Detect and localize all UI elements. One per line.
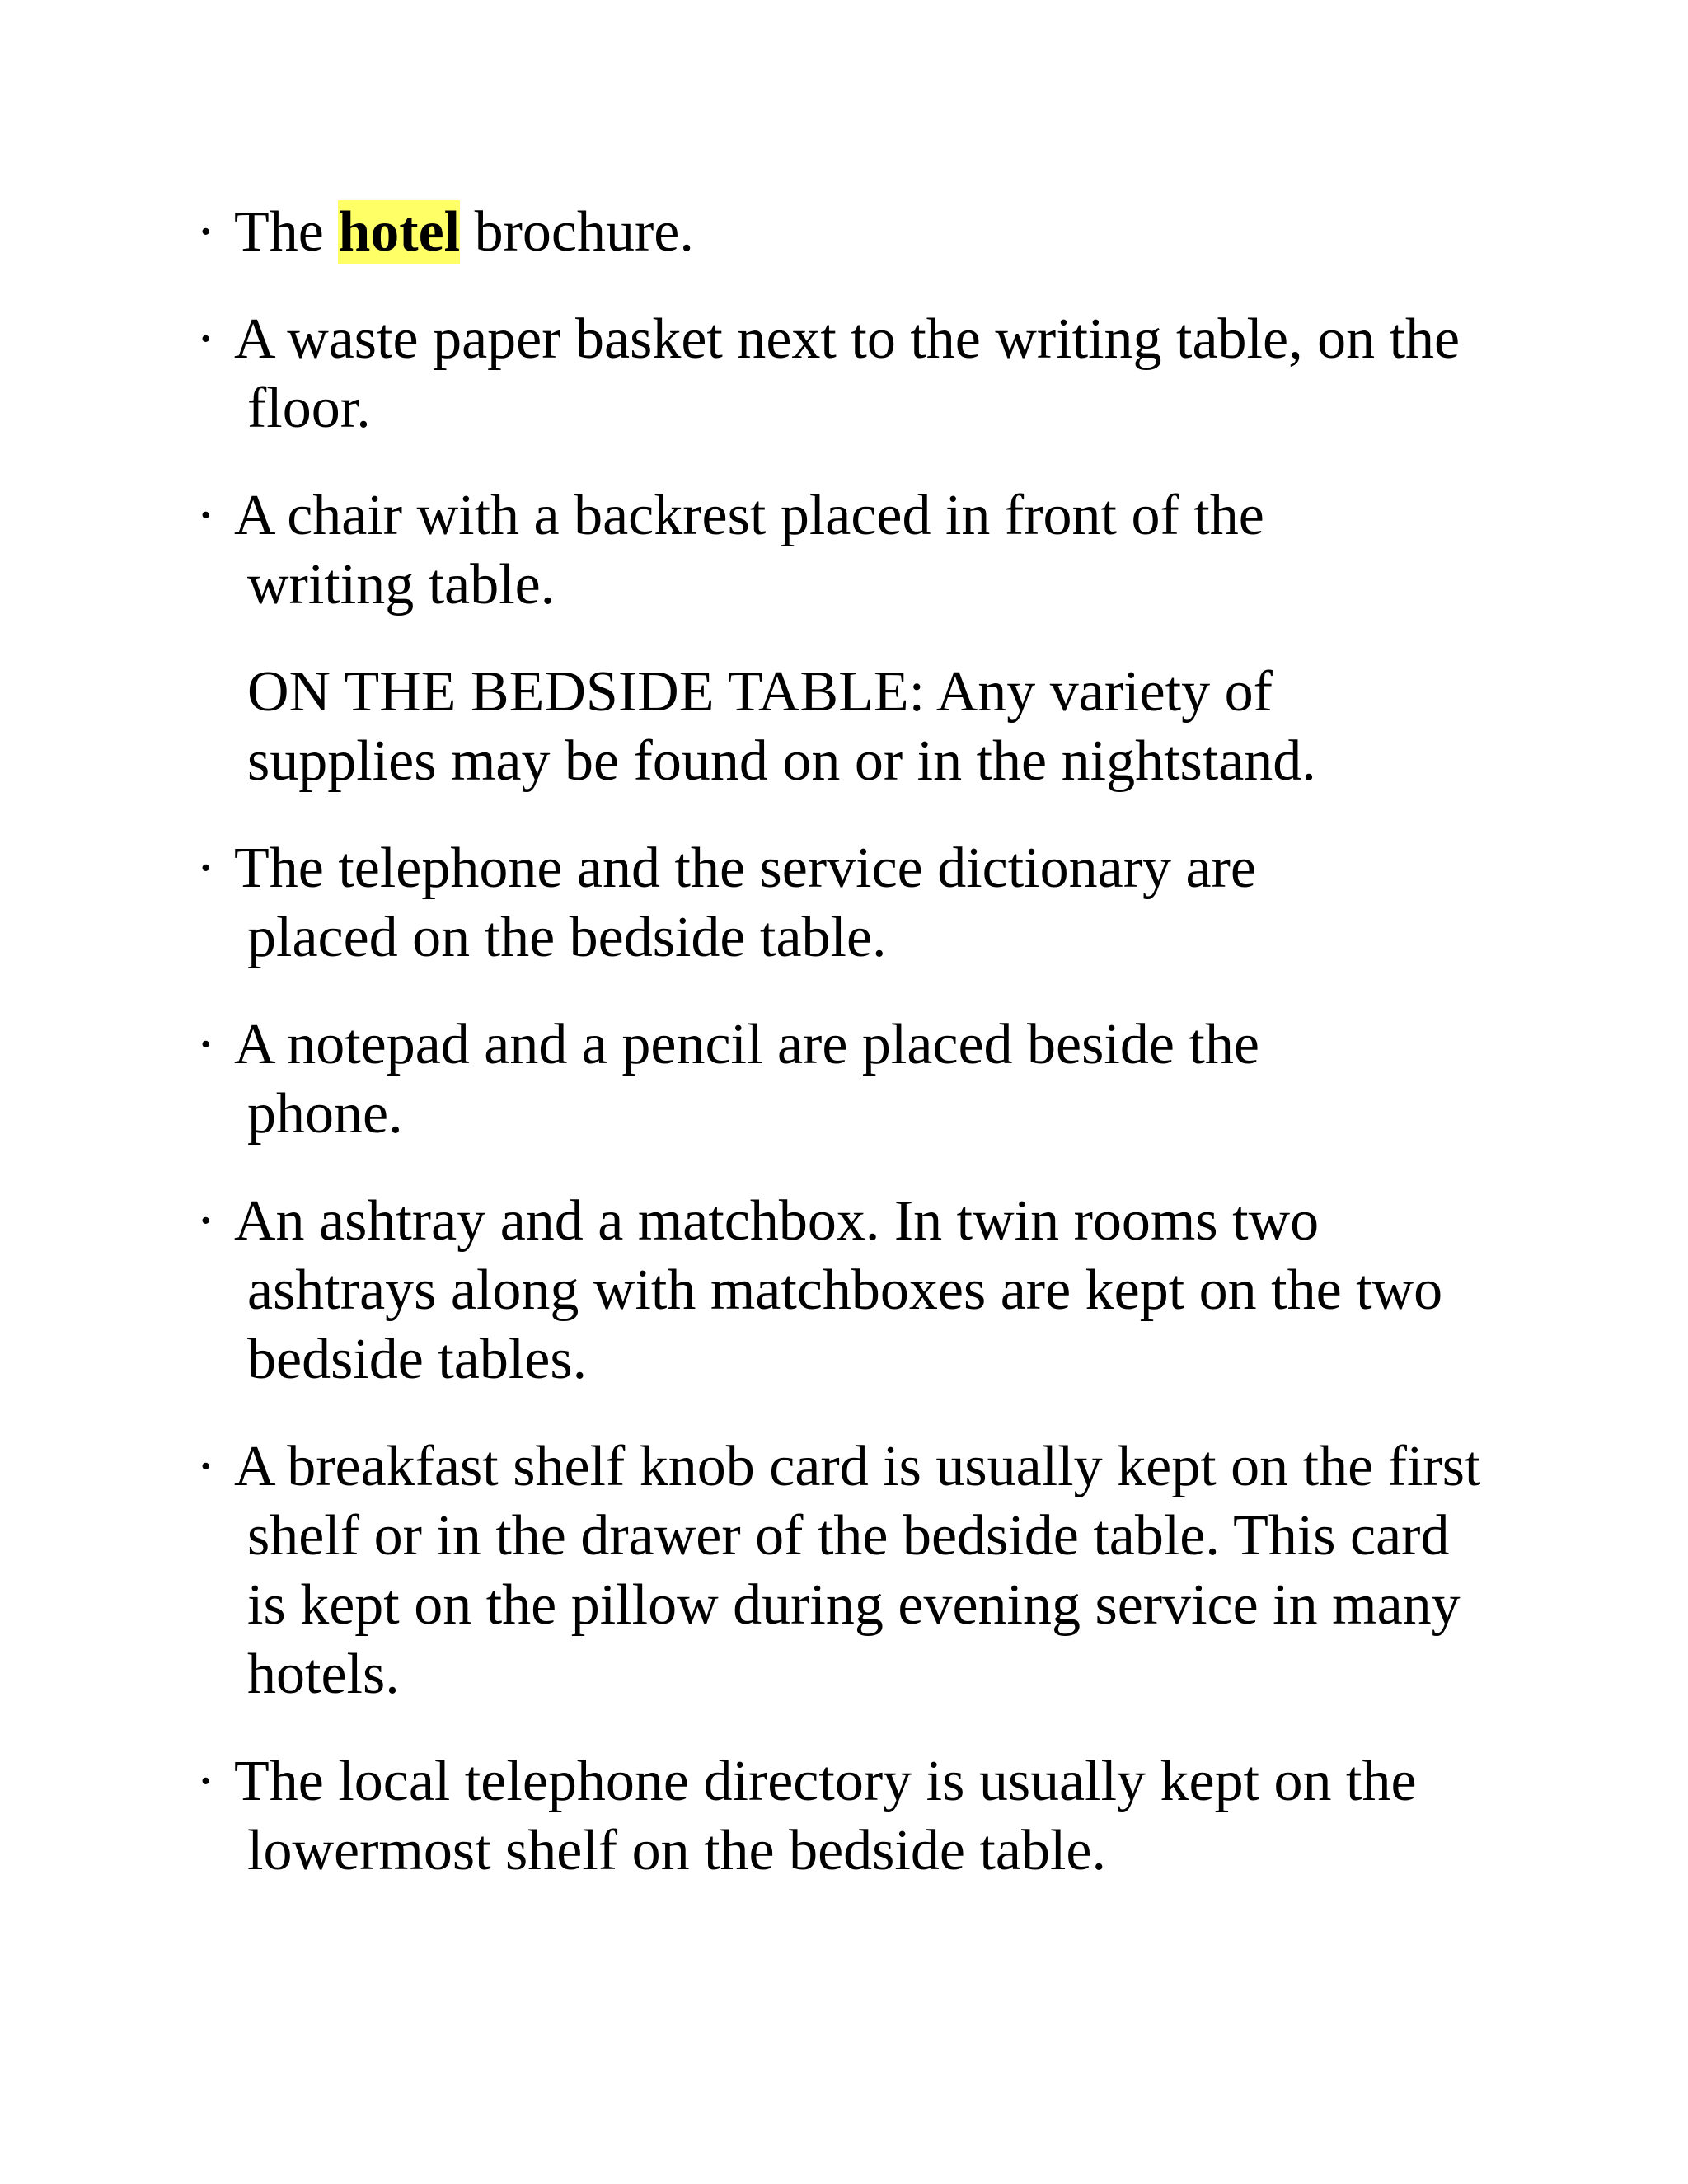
bullet: · [196,200,216,264]
list-item [196,1187,1454,1394]
list-item [196,198,828,267]
list-item-text: A waste paper basket next to the writing table, on the floor. [234,307,1461,440]
bullet: · [196,1750,216,1813]
list-item [196,1432,1495,1709]
list-item-text [234,198,828,267]
list-item [196,1010,1388,1149]
list-item-text: A chair with a backrest placed in front of the writing table. [234,484,1264,616]
bullet: · [196,837,216,900]
bullet: · [196,484,216,547]
amenities-list [196,198,1482,1924]
list-item [196,481,1388,620]
bullet: · [196,307,216,371]
section-heading-text: ON THE BEDSIDE TABLE: Any variety of supplies may be found on or in the nightstand. [247,660,1316,793]
bullet: · [196,1435,216,1498]
section-heading [196,658,1401,796]
list-item [196,1747,1454,1886]
list-item-text: A notepad and a pencil are placed beside the phone. [234,1013,1259,1146]
list-item [196,305,1487,443]
text-before-highlight: The [234,200,339,264]
list-item [196,834,1404,972]
list-item-text: A breakfast shelf knob card is usually kept on the first shelf or in the drawer of the bedside table. This card is kept on the pillow during evening service in many hotels. [234,1435,1481,1706]
text-after-highlight: brochure. [460,200,694,264]
list-item-text: The local telephone directory is usually kept on the lowermost shelf on the bedside table. [234,1750,1417,1882]
bullet: · [196,1189,216,1253]
list-item-text: An ashtray and a matchbox. In twin rooms two ashtrays along with matchboxes are kept on the two bedside tables. [234,1189,1443,1391]
bullet: · [196,1013,216,1076]
list-item-text: The telephone and the service dictionary are placed on the bedside table. [234,837,1256,969]
highlighted-word: hotel [338,200,461,264]
